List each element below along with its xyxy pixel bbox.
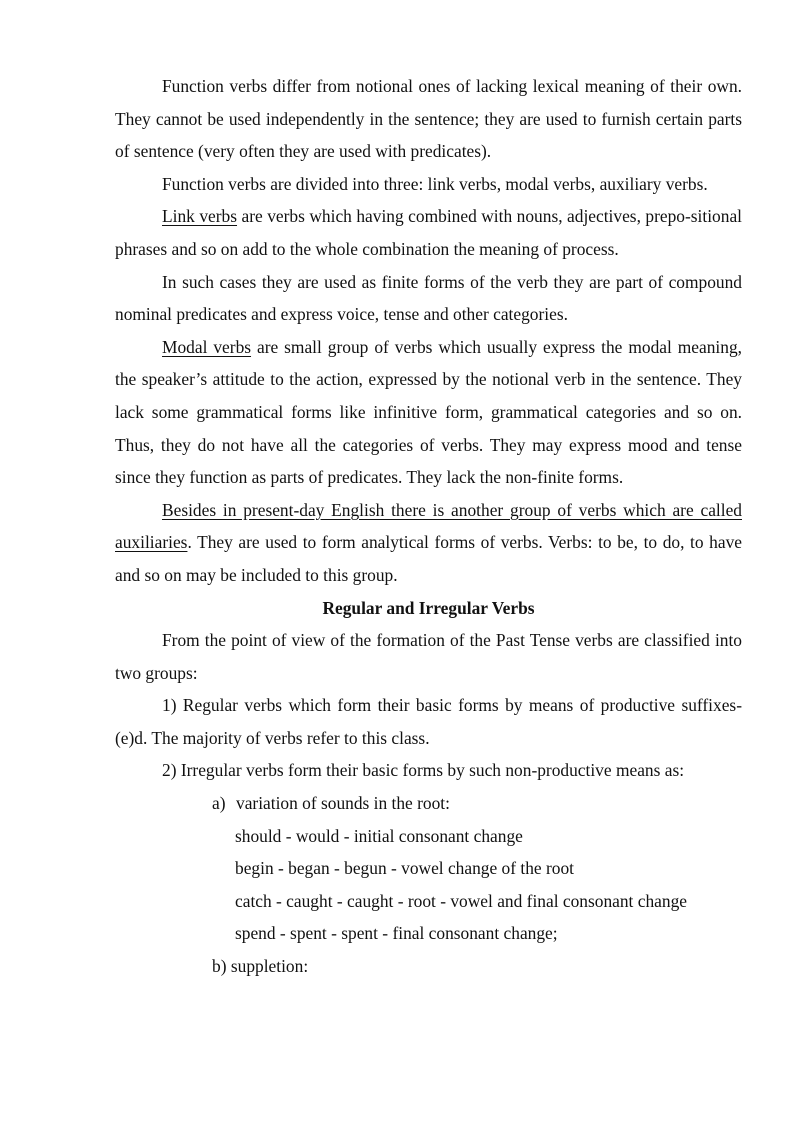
sublist-item-b: [115, 950, 742, 983]
sublist-marker-a: a): [212, 793, 226, 814]
sublist-text-a: variation of sounds in the root:: [236, 793, 450, 814]
term-link-verbs: Link verbs: [162, 206, 238, 227]
paragraph-function-verbs-division: Function verbs are divided into three: link verbs, modal verbs, auxiliary verbs.: [162, 173, 708, 194]
example-line: begin - began - begun - vowel change of the root: [235, 858, 574, 879]
paragraph-link-verbs: [115, 200, 742, 265]
example-line: catch - caught - caught - root - vowel and final consonant change: [235, 890, 687, 911]
paragraph-function-verbs: Function verbs differ from notional ones of lacking lexical meaning of their own. They cannot be used independently in the sentence; they are used to furnish certain parts of sentence (very often they are used with predicates).: [115, 76, 742, 162]
sublist-marker-b: b): [212, 956, 227, 977]
section-intro: From the point of view of the formation of the Past Tense verbs are classified into two groups:: [115, 630, 742, 683]
sublist-text-b: suppletion:: [230, 956, 309, 977]
sublist-item-a: [115, 787, 742, 820]
term-auxiliaries: Besides in present-day English there is another group of verbs which are called auxiliaries: [115, 499, 742, 553]
link-verbs-definition: are verbs which having combined with nouns, adjectives, prepo-sitional phrases and so on add to the whole combination the meaning of process.: [115, 206, 742, 259]
example-line: should - would - initial consonant change: [235, 825, 523, 846]
example-line: spend - spent - spent - final consonant change;: [235, 923, 558, 944]
modal-verbs-definition: are small group of verbs which usually express the modal meaning, the speaker’s attitude to the action, expressed by the notional verb in the sentence. They lack some grammatical forms like infinitive form, grammatical categories and so on. Thus, they do not have all the categories of verbs. They may express mood and tense since they function as parts of predicates. They lack the non-finite forms.: [115, 336, 742, 488]
paragraph-finite-forms: In such cases they are used as finite forms of the verb they are part of compound nominal predicates and express voice, tense and other categories.: [115, 271, 742, 325]
section-heading: Regular and Irregular Verbs: [322, 597, 535, 618]
list-item-irregular-verbs: 2) Irregular verbs form their basic forms by such non-productive means as:: [162, 760, 685, 781]
auxiliaries-definition: . They are used to form analytical forms of verbs. Verbs: to be, to do, to have and so on may be included to this group.: [115, 532, 742, 585]
list-item-regular-verbs: 1) Regular verbs which form their basic forms by means of productive suffixes-(e)d. The majority of verbs refer to this class.: [115, 695, 742, 748]
term-modal-verbs: Modal verbs: [162, 336, 252, 357]
paragraph-auxiliaries: [115, 494, 742, 592]
paragraph-modal-verbs: [115, 331, 742, 494]
document-page: [115, 70, 742, 983]
